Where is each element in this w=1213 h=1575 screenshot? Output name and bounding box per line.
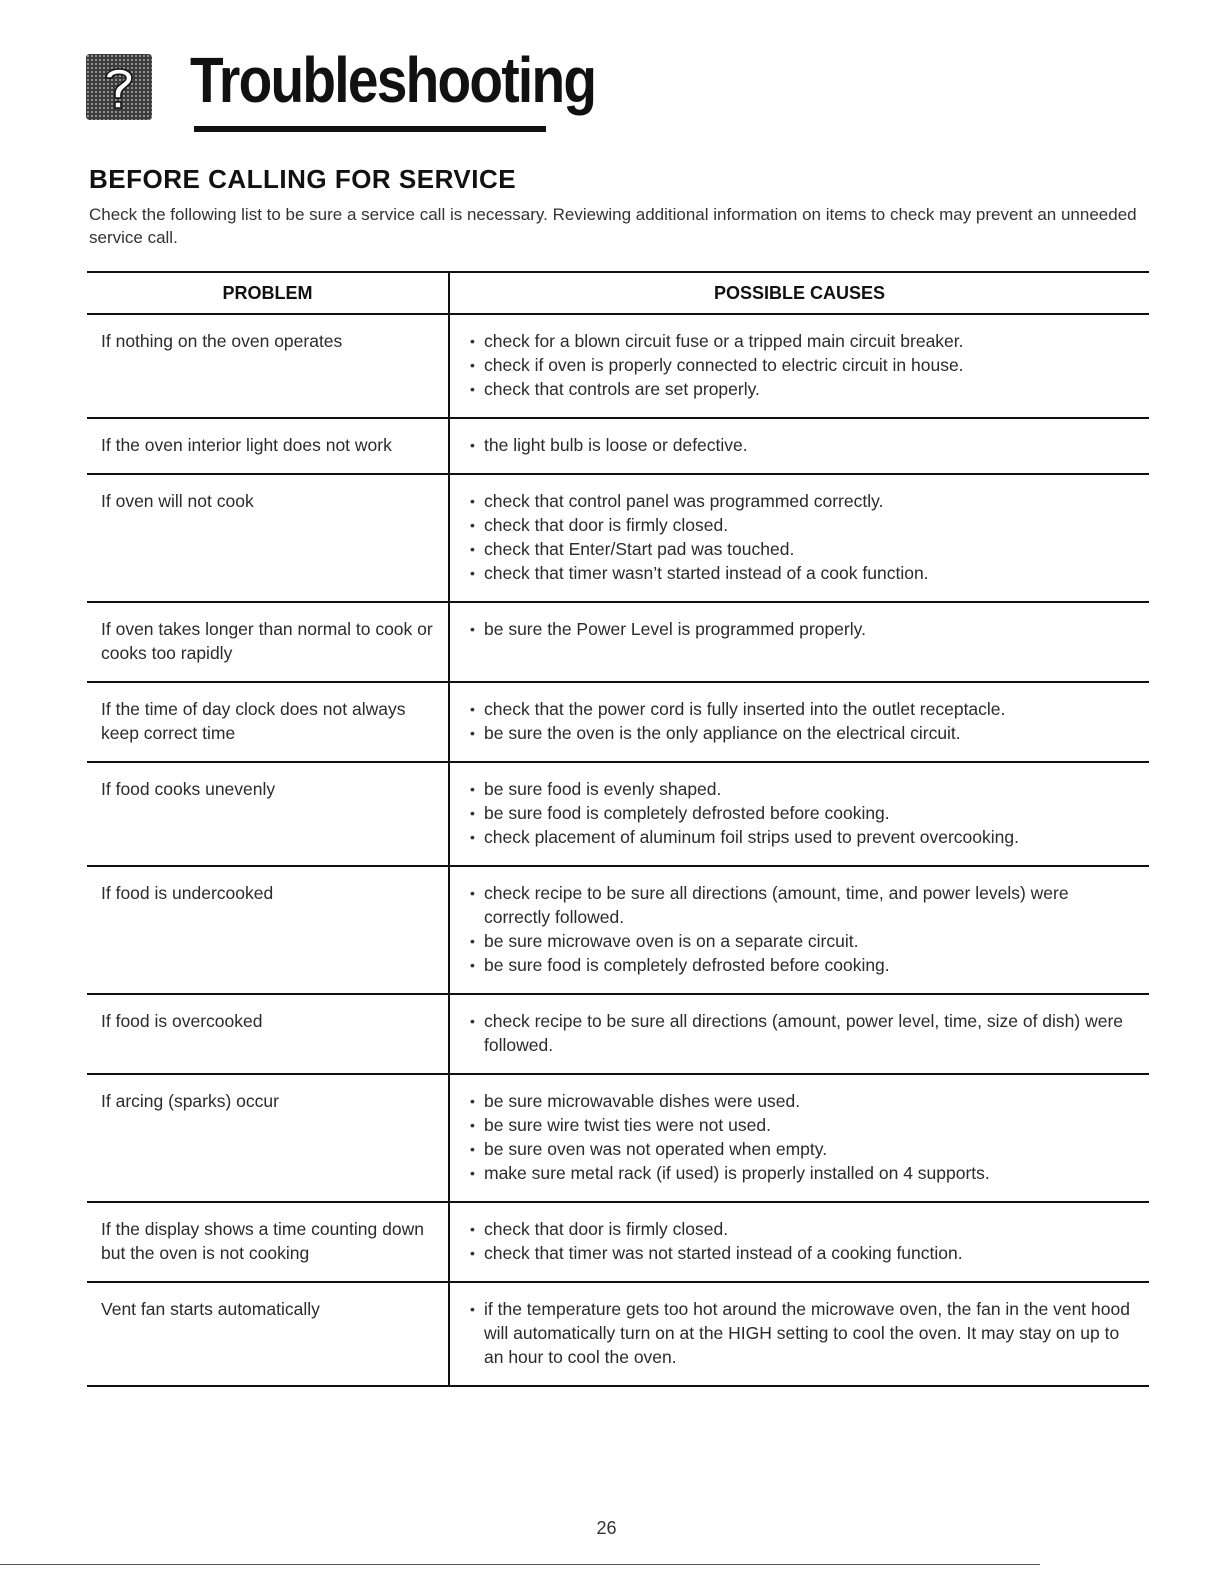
causes-list bbox=[450, 603, 1149, 657]
problem-text: If arcing (sparks) occur bbox=[101, 1091, 279, 1111]
problem-cell bbox=[87, 474, 449, 602]
problem-text: Vent fan starts automatically bbox=[101, 1299, 320, 1319]
table-header-row bbox=[87, 272, 1149, 314]
table-row bbox=[87, 866, 1149, 994]
causes-list bbox=[450, 1203, 1149, 1281]
cause-item: • be sure oven was not operated when empty. bbox=[470, 1137, 1139, 1161]
table-row bbox=[87, 762, 1149, 866]
problem-cell bbox=[87, 1282, 449, 1386]
causes-cell bbox=[449, 474, 1149, 602]
problem-text: If oven will not cook bbox=[101, 491, 254, 511]
problem-text: If food is overcooked bbox=[101, 1011, 263, 1031]
causes-list bbox=[450, 1283, 1149, 1385]
causes-list bbox=[450, 1075, 1149, 1201]
causes-cell bbox=[449, 1202, 1149, 1282]
cause-item: • check that door is firmly closed. bbox=[470, 1217, 1139, 1241]
problem-cell bbox=[87, 762, 449, 866]
cause-item: • be sure wire twist ties were not used. bbox=[470, 1113, 1139, 1137]
cause-item: • check that control panel was programmed correctly. bbox=[470, 489, 1139, 513]
table-row bbox=[87, 994, 1149, 1074]
causes-column-header: POSSIBLE CAUSES bbox=[449, 272, 1149, 314]
table-row bbox=[87, 1074, 1149, 1202]
cause-item: • be sure microwavable dishes were used. bbox=[470, 1089, 1139, 1113]
troubleshooting-table bbox=[87, 271, 1149, 1387]
problem-cell bbox=[87, 682, 449, 762]
bottom-rule bbox=[0, 1564, 1040, 1565]
problem-cell bbox=[87, 314, 449, 418]
problem-cell bbox=[87, 866, 449, 994]
cause-item: • check recipe to be sure all directions (amount, time, and power levels) were correctly followed. bbox=[470, 881, 1139, 929]
cause-item: • check that controls are set properly. bbox=[470, 377, 1139, 401]
table-row bbox=[87, 1202, 1149, 1282]
causes-list bbox=[450, 867, 1149, 993]
cause-item: • be sure microwave oven is on a separate circuit. bbox=[470, 929, 1139, 953]
causes-list bbox=[450, 315, 1149, 417]
cause-item: • check placement of aluminum foil strips used to prevent overcooking. bbox=[470, 825, 1139, 849]
page-header bbox=[86, 42, 596, 132]
problem-text: If food is undercooked bbox=[101, 883, 274, 903]
section-heading: BEFORE CALLING FOR SERVICE bbox=[89, 164, 517, 194]
problem-cell bbox=[87, 418, 449, 474]
cause-item: • check that the power cord is fully inserted into the outlet receptacle. bbox=[470, 697, 1139, 721]
table-body bbox=[87, 314, 1149, 1386]
cause-item: • check that Enter/Start pad was touched. bbox=[470, 537, 1139, 561]
problem-text: If the time of day clock does not always keep correct time bbox=[101, 699, 406, 743]
problem-text: If nothing on the oven operates bbox=[101, 331, 343, 351]
cause-item: • be sure food is evenly shaped. bbox=[470, 777, 1139, 801]
cause-item: • if the temperature gets too hot around the microwave oven, the fan in the vent hood will automatically turn on at the HIGH setting to cool the oven. It may stay on up to an hour to cool the oven. bbox=[470, 1297, 1139, 1369]
cause-item: • check for a blown circuit fuse or a tripped main circuit breaker. bbox=[470, 329, 1139, 353]
causes-list bbox=[450, 419, 1149, 473]
problem-text: If oven takes longer than normal to cook or cooks too rapidly bbox=[101, 619, 433, 663]
causes-cell bbox=[449, 762, 1149, 866]
causes-cell bbox=[449, 314, 1149, 418]
table-row bbox=[87, 1282, 1149, 1386]
problem-text: If the oven interior light does not work bbox=[101, 435, 392, 455]
intro-paragraph: Check the following list to be sure a service call is necessary. Reviewing additional information on items to check may prevent an unneeded service call. bbox=[89, 205, 1137, 247]
problem-column-header: PROBLEM bbox=[87, 272, 449, 314]
cause-item: • check that door is firmly closed. bbox=[470, 513, 1139, 537]
cause-item: • check if oven is properly connected to electric circuit in house. bbox=[470, 353, 1139, 377]
causes-list bbox=[450, 683, 1149, 761]
problem-cell bbox=[87, 1074, 449, 1202]
causes-cell bbox=[449, 1074, 1149, 1202]
causes-cell bbox=[449, 1282, 1149, 1386]
problem-text: If the display shows a time counting down but the oven is not cooking bbox=[101, 1219, 424, 1263]
table-row bbox=[87, 474, 1149, 602]
table-row bbox=[87, 314, 1149, 418]
causes-cell bbox=[449, 866, 1149, 994]
problem-cell bbox=[87, 602, 449, 682]
causes-list bbox=[450, 995, 1149, 1073]
problem-cell bbox=[87, 994, 449, 1074]
cause-item: • be sure food is completely defrosted before cooking. bbox=[470, 953, 1139, 977]
table-row bbox=[87, 418, 1149, 474]
causes-cell bbox=[449, 994, 1149, 1074]
title-underline bbox=[194, 126, 546, 132]
problem-cell bbox=[87, 1202, 449, 1282]
cause-item: • be sure food is completely defrosted before cooking. bbox=[470, 801, 1139, 825]
causes-cell bbox=[449, 682, 1149, 762]
problem-text: If food cooks unevenly bbox=[101, 779, 276, 799]
page-title: Troubleshooting bbox=[190, 44, 596, 116]
table-row bbox=[87, 682, 1149, 762]
causes-list bbox=[450, 475, 1149, 601]
cause-item: • be sure the oven is the only appliance on the electrical circuit. bbox=[470, 721, 1139, 745]
causes-cell bbox=[449, 602, 1149, 682]
cause-item: • check recipe to be sure all directions (amount, power level, time, size of dish) were followed. bbox=[470, 1009, 1139, 1057]
cause-item: • make sure metal rack (if used) is properly installed on 4 supports. bbox=[470, 1161, 1139, 1185]
table-row bbox=[87, 602, 1149, 682]
causes-cell bbox=[449, 418, 1149, 474]
cause-item: • check that timer was not started instead of a cooking function. bbox=[470, 1241, 1139, 1265]
cause-item: • be sure the Power Level is programmed properly. bbox=[470, 617, 1139, 641]
causes-list bbox=[450, 763, 1149, 865]
cause-item: • the light bulb is loose or defective. bbox=[470, 433, 1139, 457]
cause-item: • check that timer wasn’t started instead of a cook function. bbox=[470, 561, 1139, 585]
question-mark-icon bbox=[86, 54, 152, 120]
page-number: 26 bbox=[596, 1518, 617, 1538]
